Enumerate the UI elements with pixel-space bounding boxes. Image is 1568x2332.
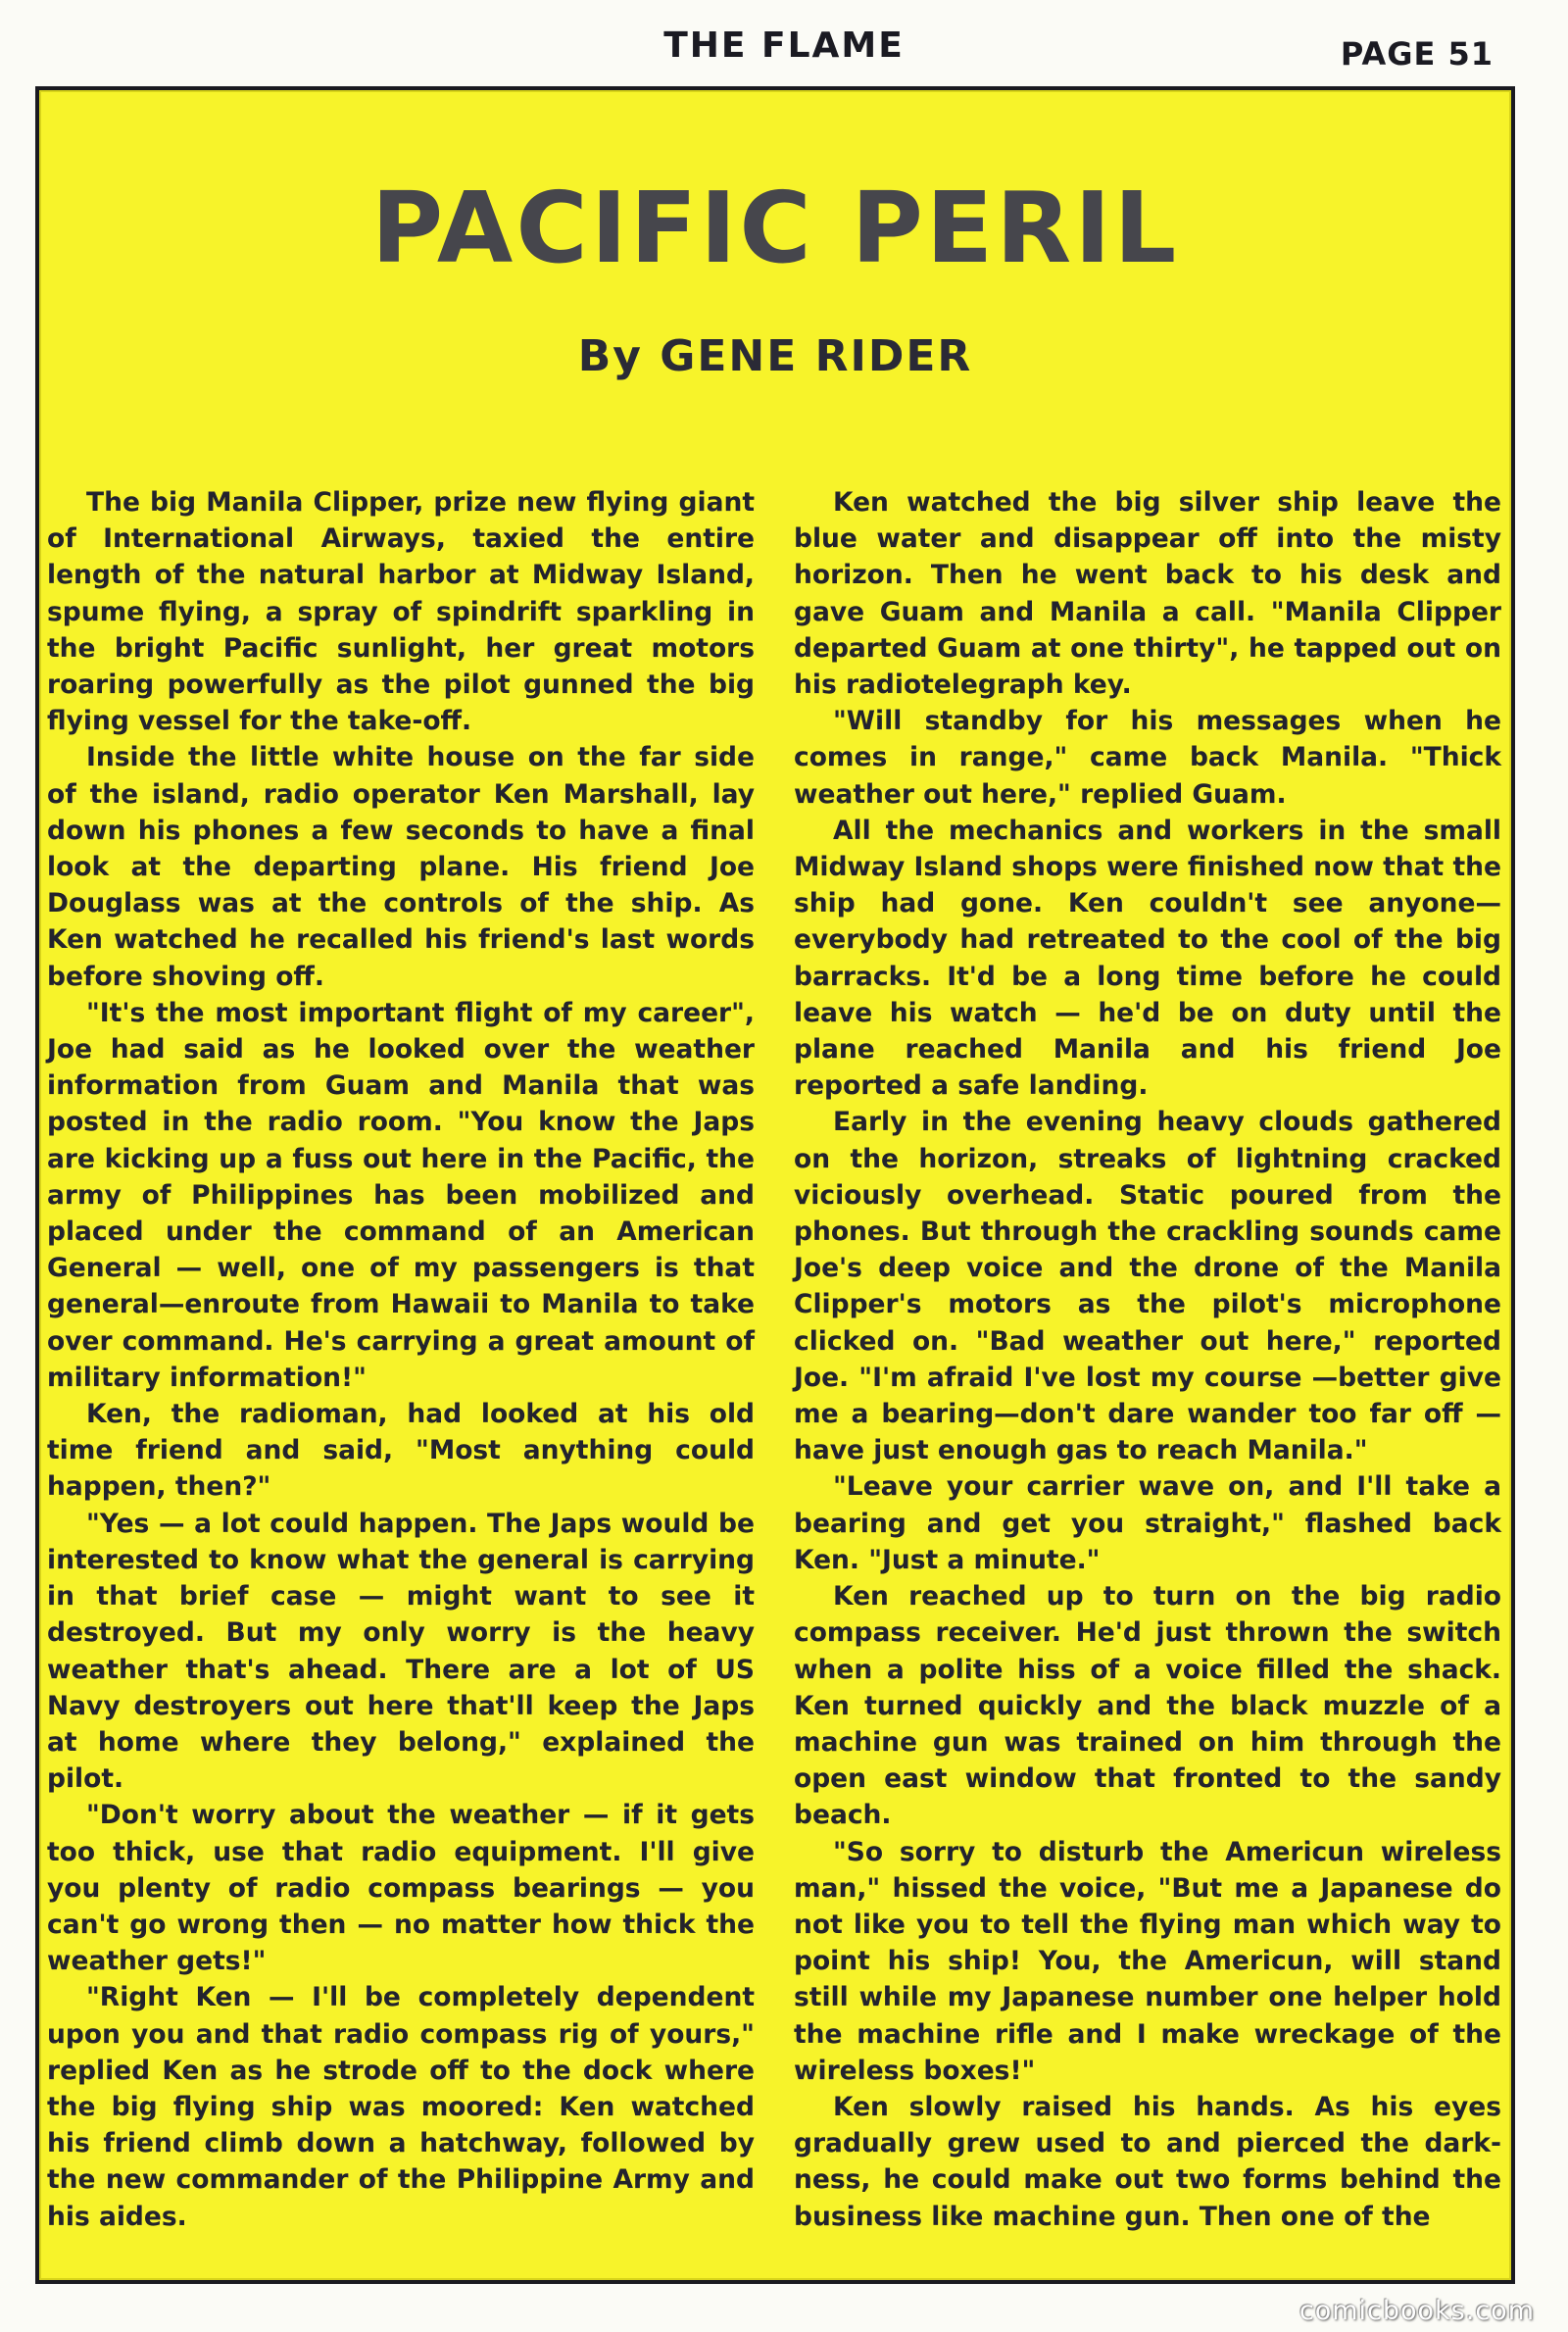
paragraph: Ken slowly raised his hands. As his eyes gradually grew used to and pierced the darkness, he could make out two forms behind the business like machine gun. Then one of the bbox=[794, 2091, 1501, 2232]
story-panel bbox=[35, 86, 1515, 2284]
paragraph: "Right Ken — I'll be completely dependent upon you and that radio compass rig of yours," replied Ken as he strode off to the dock where the big flying ship was moored: Ken watched his friend climb down a hatchway, followed by the new commander of the Philippine Army and his aides. bbox=[47, 1982, 755, 2232]
paragraph: "Don't worry about the weather — if it gets too thick, use that radio equipment. I'll give you plenty of radio compass bearings — you can't go wrong then — no matter how thick the weather gets!" bbox=[47, 1800, 755, 1977]
magazine-name: THE FLAME bbox=[663, 25, 905, 66]
site-watermark: comicbooks.com bbox=[1298, 2296, 1535, 2326]
story-title: PACIFIC PERIL bbox=[370, 171, 1180, 285]
paragraph: "Leave your carrier wave on, and I'll take a bearing and get you straight," flashed back Ken. "Just a minute." bbox=[794, 1471, 1501, 1575]
page-number: PAGE 51 bbox=[1340, 35, 1494, 73]
paragraph: "Yes — a lot could happen. The Japs would be interested to know what the general is carrying in that brief case — might want to see it destroyed. But my only worry is the heavy weather that's ahead. There are a lot of US Navy destroyers out here that'll keep the Japs at home where they belong," explained the pilot. bbox=[47, 1508, 755, 1795]
paragraph: Ken reached up to turn on the big radio compass receiver. He'd just thrown the switch when a polite hiss of a voice filled the shack. Ken turned quickly and the black muzzle of a machine gun was trained on him through the open east window that fronted to the sandy beach. bbox=[794, 1581, 1501, 1831]
paragraph: "It's the most important flight of my career", Joe had said as he looked over the weather information from Guam and Manila that was posted in the radio room. "You know the Japs are kicking up a fuss out here in the Pacific, the army of Philippines has been mobilized and placed under the command of an American General — well, one of my passengers is that general—enroute from Hawaii to Manila to take over command. He's carrying a great amount of military information!" bbox=[47, 997, 755, 1393]
running-header bbox=[0, 25, 1568, 84]
story-column-right bbox=[794, 484, 1501, 2235]
paragraph: The big Manila Clipper, prize new flying giant of International Airways, taxied the entire length of the natural harbor at Midway Island, spume flying, a spray of spindrift sparkling in the bright Pacific sunlight, her great motors roaring powerfully as the pilot gunned the big flying vessel for the take-off. bbox=[47, 487, 755, 737]
paragraph: Ken, the radioman, had looked at his old time friend and said, "Most anything could happen, then?" bbox=[47, 1399, 755, 1503]
paragraph: Inside the little white house on the far side of the island, radio operator Ken Marshall, lay down his phones a few seconds to have a final look at the departing plane. His friend Joe Douglass was at the controls of the ship. As Ken watched he recalled his friend's last words before shoving off. bbox=[47, 742, 755, 992]
paragraph: Ken watched the big silver ship leave the blue water and disappear off into the misty horizon. Then he went back to his desk and gave Guam and Manila a call. "Manila Clipper departed Guam at one thirty", he tapped out on his radiotelegraph key. bbox=[794, 487, 1501, 701]
paragraph: All the mechanics and workers in the small Midway Island shops were finished now that the ship had gone. Ken couldn't see anyone— everybody had retreated to the cool of the big barracks. It'd be a long time before he could leave his watch — he'd be on duty until the plane reached Manila and his friend Joe reported a safe landing. bbox=[794, 815, 1501, 1102]
paragraph: "Will standby for his messages when he comes in range," came back Manila. "Thick weather out here," replied Guam. bbox=[794, 706, 1501, 810]
story-column-left bbox=[47, 484, 755, 2235]
paragraph: "So sorry to disturb the Americun wireless man," hissed the voice, "But me a Japanese do not like you to tell the flying man which way to point his ship! You, the Americun, will stand still while my Japanese number one helper hold the machine rifle and I make wreckage of the wireless boxes!" bbox=[794, 1836, 1501, 2086]
story-byline: By GENE RIDER bbox=[577, 331, 973, 381]
paragraph: Early in the evening heavy clouds gathered on the horizon, streaks of lightning cracked viciously overhead. Static poured from the phones. But through the crackling sounds came Joe's deep voice and the drone of the Manila Clipper's motors as the pilot's microphone clicked on. "Bad weather out here," reported Joe. "I'm afraid I've lost my course —better give me a bearing—don't dare wander too far off — have just enough gas to reach Manila." bbox=[794, 1107, 1501, 1466]
